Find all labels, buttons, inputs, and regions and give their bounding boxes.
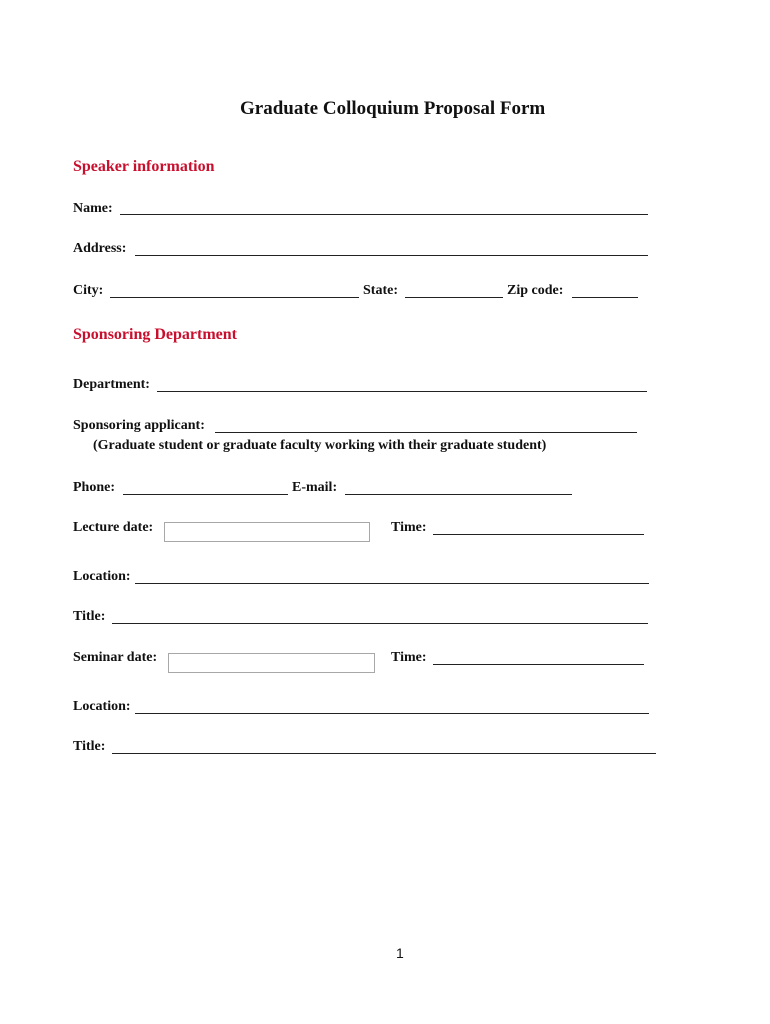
seminar-title-label: Title: [73,739,106,754]
phone-label: Phone: [73,480,115,495]
seminar-location-label: Location: [73,699,131,714]
zip-code-field-line[interactable] [572,297,638,298]
email-label: E-mail: [292,480,338,495]
sponsoring-applicant-label: Sponsoring applicant: [73,418,205,433]
name-label: Name: [73,201,113,216]
state-label: State: [363,283,398,298]
state-field-line[interactable] [405,297,503,298]
sponsoring-applicant-note: (Graduate student or graduate faculty working with their graduate student) [93,438,547,453]
lecture-date-label: Lecture date: [73,520,154,535]
form-title: Graduate Colloquium Proposal Form [240,98,546,119]
seminar-time-label: Time: [391,650,427,665]
lecture-location-field-line[interactable] [135,583,649,584]
department-field-line[interactable] [157,391,647,392]
seminar-date-label: Seminar date: [73,650,158,665]
lecture-time-field-line[interactable] [433,534,644,535]
lecture-date-input[interactable] [164,522,370,542]
sponsor-section-heading: Sponsoring Department [73,326,238,343]
lecture-time-label: Time: [391,520,427,535]
phone-field-line[interactable] [123,494,288,495]
lecture-title-field-line[interactable] [112,623,648,624]
page-number: 1 [396,945,404,961]
seminar-time-field-line[interactable] [433,664,644,665]
city-field-line[interactable] [110,297,359,298]
seminar-date-input[interactable] [168,653,375,673]
lecture-title-label: Title: [73,609,106,624]
lecture-location-label: Location: [73,569,131,584]
address-label: Address: [73,241,127,256]
name-field-line[interactable] [120,214,648,215]
city-label: City: [73,283,104,298]
speaker-section-heading: Speaker information [73,158,215,175]
sponsoring-applicant-field-line[interactable] [215,432,637,433]
department-label: Department: [73,377,150,392]
email-field-line[interactable] [345,494,572,495]
zip-code-label: Zip code: [507,283,564,298]
seminar-location-field-line[interactable] [135,713,649,714]
seminar-title-field-line[interactable] [112,753,656,754]
address-field-line[interactable] [135,255,648,256]
